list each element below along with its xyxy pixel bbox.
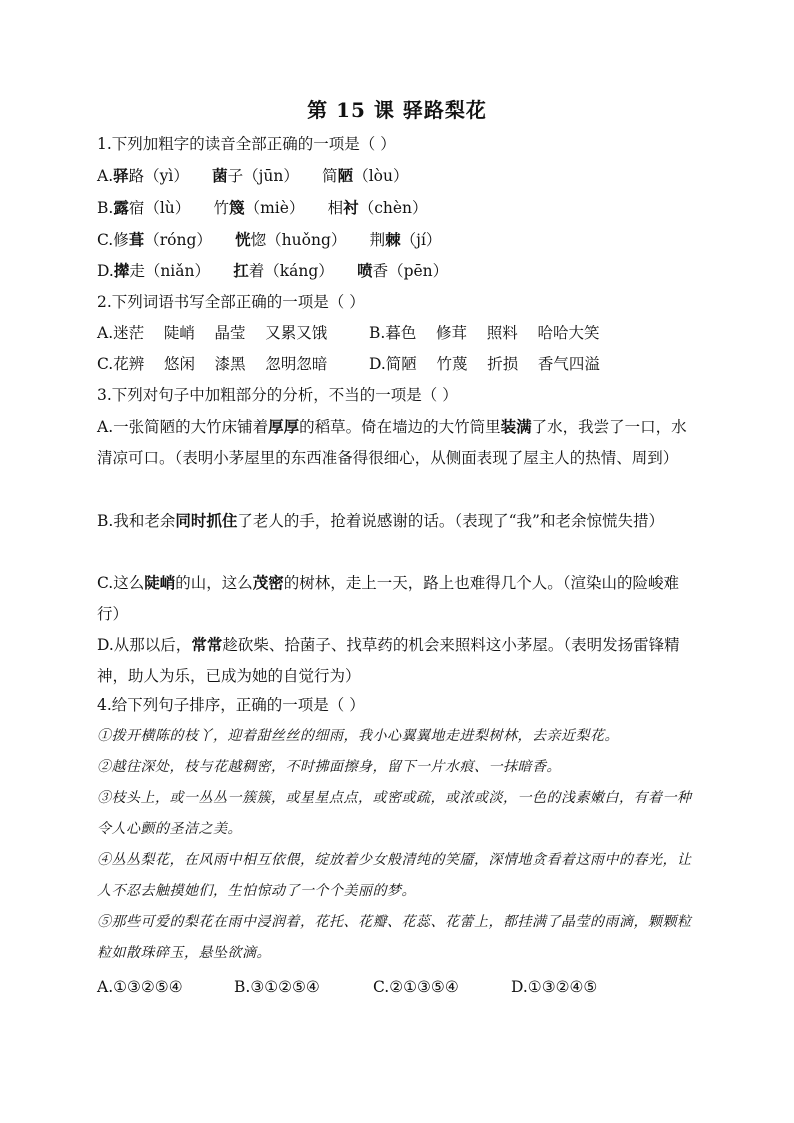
q4-option-a: A.①③②⑤④ xyxy=(97,978,183,996)
q3-option-c: C.这么陡峭的山，这么茂密的树林，走上一天，路上也难得几个人。（渲染山的险峻难行） xyxy=(97,573,680,623)
q4-sentence-3: ③枝头上，或一丛丛一簇簇，或星星点点，或密或疏，或浓或淡，一色的浅素嫩白，有着一种令人心颤的圣洁之美。 xyxy=(97,790,692,837)
q2-row-1 xyxy=(97,323,697,343)
q1-stem: 1.下列加粗字的读音全部正确的一项是（ ） xyxy=(97,135,396,153)
q4-sentence-4: ④丛丛梨花，在风雨中相互依偎，绽放着少女般清纯的笑靥，深情地贪看着这雨中的春光，让人不忍去触摸她们，生怕惊动了一个个美丽的梦。 xyxy=(97,852,692,899)
page-title: 第 15 课 驿路梨花 xyxy=(307,98,487,122)
q4-option-c: C.②①③⑤④ xyxy=(373,978,459,996)
q2-stem: 2.下列词语书写全部正确的一项是（ ） xyxy=(97,293,365,311)
q3-option-b: B.我和老余同时抓住了老人的手，抢着说感谢的话。（表现了“我”和老余惊慌失措） xyxy=(97,511,664,530)
q4-options xyxy=(97,977,697,997)
q4-stem: 4.给下列句子排序，正确的一项是（ ） xyxy=(97,696,365,714)
q4-sentence-5: ⑤那些可爱的梨花在雨中浸润着，花托、花瓣、花蕊、花蕾上，都挂满了晶莹的雨滴，颗颗粒粒如散珠碎玉，悬坠欲滴。 xyxy=(97,914,692,961)
q4-sentence-2: ②越往深处，枝与花越稠密，不时拂面擦身，留下一片水痕、一抹暗香。 xyxy=(97,759,561,775)
q2-option-b: B.暮色 修茸 照料 哈哈大笑 xyxy=(369,324,600,342)
q2-option-c: C.花辨 悠闲 漆黑 忽明忽暗 xyxy=(97,355,328,373)
q2-row-2 xyxy=(97,354,697,374)
q3-stem: 3.下列对句子中加粗部分的分析，不当的一项是（ ） xyxy=(97,386,458,404)
q4-option-d: D.①③②④⑤ xyxy=(511,978,598,996)
q1-option-c: C.修葺（róng） 恍惚（huǒng） 荆棘（jí） xyxy=(97,230,442,249)
q1-option-d: D.撵走（niǎn） 扛着（káng） 喷香（pēn） xyxy=(97,261,449,280)
q4-option-b: B.③①②⑤④ xyxy=(234,978,320,996)
q3-option-d: D.从那以后，常常趁砍柴、拾菌子、找草药的机会来照料这小茅屋。（表明发扬雷锋精神，助人为乐，已成为她的自觉行为） xyxy=(97,635,680,685)
q1-option-b: B.露宿（lù） 竹篾（miè） 相衬（chèn） xyxy=(97,198,428,217)
q2-option-d: D.简陋 竹蔑 折损 香气四溢 xyxy=(369,355,600,373)
q4-sentence-1: ①拨开横陈的枝丫，迎着甜丝丝的细雨，我小心翼翼地走进梨树林，去亲近梨花。 xyxy=(97,728,619,744)
q1-option-a: A.驿路（yì） 菌子（jūn） 简陋（lòu） xyxy=(97,166,409,185)
q2-option-a: A.迷茫 陡峭 晶莹 又累又饿 xyxy=(97,324,328,342)
q3-option-a: A.一张简陋的大竹床铺着厚厚的稻草。倚在墙边的大竹筒里装满了水，我尝了一口，水清凉可口。（表明小茅屋里的东西准备得很细心，从侧面表现了屋主人的热情、周到） xyxy=(97,417,687,467)
